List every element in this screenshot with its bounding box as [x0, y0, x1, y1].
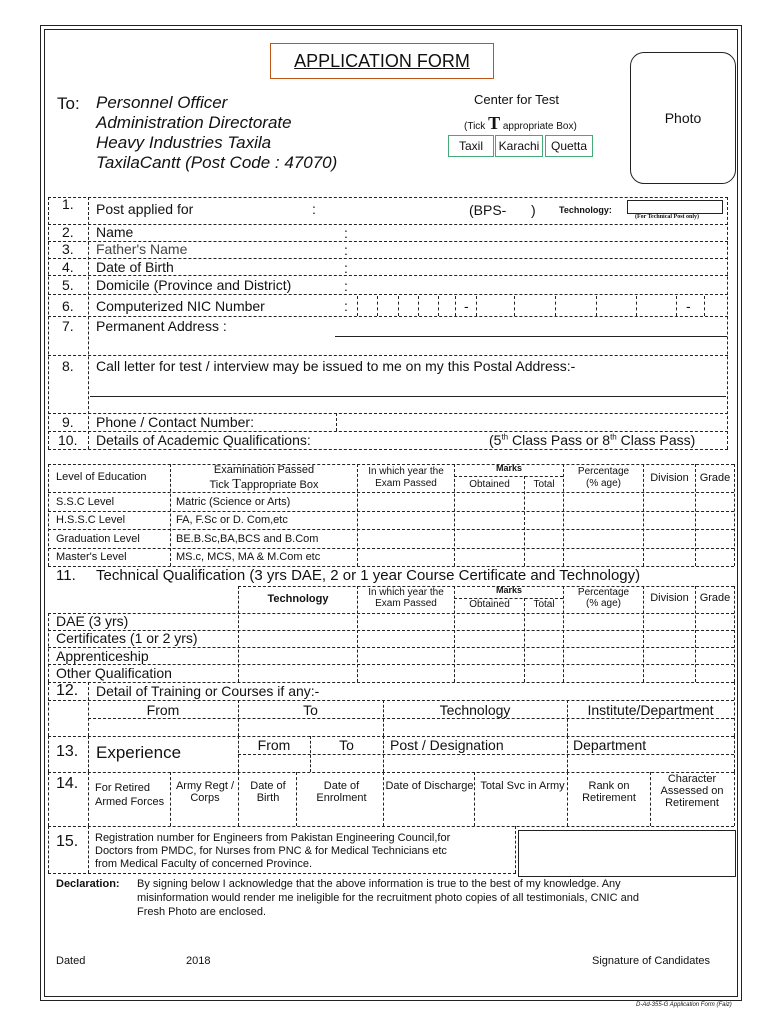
header-year2: Exam Passed — [375, 478, 437, 489]
retired-col-enrolment: Date of Enrolment — [316, 780, 367, 804]
colon: : — [312, 201, 316, 217]
city-box-karachi[interactable]: Karachi — [495, 135, 543, 157]
table-rule — [48, 736, 49, 772]
table-row-exam: Matric (Science or Arts) — [176, 496, 291, 508]
table-rule — [48, 316, 728, 317]
table-rule — [734, 464, 735, 566]
table-rule — [48, 548, 734, 549]
table-rule — [555, 296, 556, 316]
table-rule — [650, 772, 651, 826]
training-col-institute: Institute/Department — [587, 702, 714, 718]
cnic-dash: - — [686, 298, 691, 314]
header-total: Total — [533, 599, 555, 610]
signature-label: Signature of Candidates — [592, 955, 711, 967]
form-title: APPLICATION FORM — [270, 43, 494, 79]
retired-col-rank: Rank on Retirement — [582, 780, 636, 804]
technology-note: (For Technical Post only) — [635, 214, 700, 220]
table-rule — [238, 772, 239, 826]
table-rule — [515, 826, 516, 873]
table-row-level: S.S.C Level — [56, 496, 115, 508]
permanent-address-label: Permanent Address : — [96, 318, 227, 334]
address-line: Heavy Industries Taxila — [96, 133, 272, 152]
header-percentage2: (% age) — [585, 598, 621, 609]
retired-col-discharge: Date of Discharge — [385, 780, 474, 792]
table-rule — [48, 224, 728, 225]
table-rule — [567, 772, 568, 826]
table-rule — [357, 296, 358, 316]
technology-input[interactable] — [627, 200, 723, 214]
table-rule — [734, 682, 735, 736]
table-rule — [48, 772, 49, 826]
table-row-exam: BE.B.Sc,BA,BCS and B.Com — [176, 533, 319, 545]
header-obtained: Obtained — [469, 479, 510, 490]
retired-col-dob: Date of Birth — [250, 780, 286, 804]
colon: : — [344, 225, 348, 241]
table-rule — [48, 613, 49, 682]
section-num: 11. — [56, 567, 76, 584]
table-rule — [88, 772, 89, 826]
table-rule — [48, 511, 734, 512]
table-rule — [704, 296, 705, 316]
field-num: 1. — [62, 196, 74, 212]
retired-col-regt: Army Regt / Corps — [175, 780, 235, 804]
table-rule — [48, 197, 728, 198]
table-row-exam: FA, F.Sc or D. Com,etc — [176, 514, 288, 526]
training-col-to: To — [303, 702, 318, 718]
section-num: 14. — [56, 775, 79, 792]
field-num: 8. — [62, 358, 74, 374]
table-rule — [676, 296, 677, 316]
table-rule — [336, 413, 337, 431]
header-year: In which year the — [368, 466, 444, 477]
academic-label: Details of Academic Qualifications: — [96, 432, 311, 448]
table-rule — [48, 355, 728, 356]
table-rule — [48, 613, 734, 614]
table-rule — [48, 826, 49, 873]
section-num: 15. — [56, 833, 79, 850]
header-marks: Marks — [495, 585, 522, 595]
header-division: Division — [650, 592, 689, 604]
header-percentage: Percentage — [577, 587, 630, 598]
cnic-dash: - — [464, 298, 469, 314]
table-rule — [636, 296, 637, 316]
table-rule — [296, 772, 297, 826]
domicile-label: Domicile (Province and District) — [96, 277, 292, 293]
table-rule — [48, 464, 734, 465]
retired-col-label: For Retired Armed Forces — [95, 782, 165, 808]
table-row-technical: DAE (3 yrs) — [56, 613, 129, 629]
technical-title: Technical Qualification (3 yrs DAE, 2 or 1 year Course Certificate and Technology) — [96, 567, 641, 584]
field-num: 4. — [62, 259, 74, 275]
table-rule — [170, 772, 171, 826]
table-row-level: Master's Level — [56, 551, 127, 563]
academic-note: (5th Class Pass or 8th Class Pass) — [489, 432, 696, 448]
post-applied-label: Post applied for — [96, 201, 194, 217]
name-label: Name — [96, 224, 134, 240]
address-line: Personnel Officer — [96, 93, 228, 112]
section-num: 13. — [56, 743, 79, 760]
table-rule — [88, 718, 734, 719]
table-rule — [48, 464, 49, 566]
field-num: 2. — [62, 224, 74, 240]
training-title: Detail of Training or Courses if any:- — [96, 683, 320, 699]
field-num: 10. — [58, 432, 78, 448]
registration-text: Registration number for Engineers from Pakistan Engineering Council,for — [95, 832, 451, 844]
registration-text: from Medical Faculty of concerned Province. — [95, 858, 313, 870]
table-rule — [567, 736, 568, 772]
header-exam-tick: Tick Tappropriate Box — [209, 477, 319, 492]
table-rule — [596, 296, 597, 316]
table-rule — [454, 476, 563, 477]
colon: : — [344, 260, 348, 276]
address-line: TaxilaCantt (Post Code : 47070) — [96, 153, 338, 172]
table-rule — [90, 396, 726, 397]
table-rule — [398, 296, 399, 316]
table-rule — [727, 197, 728, 449]
table-rule — [48, 826, 734, 827]
declaration-text: misinformation would render me ineligible for the recruitment photo copies of all testimonials, CNIC and — [137, 892, 639, 904]
table-rule — [335, 336, 727, 337]
center-instruction: (Tick T appropriate Box) — [464, 113, 577, 133]
city-box-taxila[interactable]: Taxil — [448, 135, 494, 157]
bps-close: ) — [531, 202, 536, 218]
header-exam: Examination Passed — [213, 464, 315, 476]
table-rule — [418, 296, 419, 316]
retired-col-service: Total Svc in Army — [480, 780, 565, 792]
table-row-level: H.S.S.C Level — [56, 514, 126, 526]
table-rule — [514, 296, 515, 316]
table-rule — [474, 772, 475, 826]
table-row-technical: Certificates (1 or 2 yrs) — [56, 630, 198, 646]
table-rule — [48, 772, 734, 773]
field-num: 3. — [62, 241, 74, 257]
table-rule — [170, 464, 171, 566]
table-rule — [88, 826, 89, 873]
field-num: 9. — [62, 414, 74, 430]
header-division: Division — [650, 472, 689, 484]
city-box-quetta[interactable]: Quetta — [545, 135, 593, 157]
header-technology: Technology — [267, 593, 329, 605]
header-total: Total — [533, 479, 555, 490]
table-rule — [383, 772, 384, 826]
declaration-text: By signing below I acknowledge that the above information is true to the best of my knowledge. Any — [137, 878, 621, 890]
registration-text: Doctors from PMDC, for Nurses from PNC & for Medical Technicians etc — [95, 845, 447, 857]
table-rule — [48, 492, 734, 493]
table-rule — [734, 736, 735, 772]
cnic-label: Computerized NIC Number — [96, 298, 265, 314]
table-rule — [48, 449, 728, 450]
table-rule — [48, 682, 49, 736]
bps-label: (BPS- — [469, 202, 507, 218]
table-row-level: Graduation Level — [56, 533, 140, 545]
dated-year: 2018 — [186, 955, 211, 967]
retired-col-character: Character Assessed on Retirement — [660, 773, 724, 809]
table-rule — [734, 772, 735, 826]
header-obtained: Obtained — [469, 599, 510, 610]
header-level: Level of Education — [56, 471, 147, 483]
training-col-technology: Technology — [439, 702, 511, 718]
address-line: Administration Directorate — [96, 113, 292, 132]
colon: : — [344, 242, 348, 258]
table-rule — [438, 296, 439, 316]
table-rule — [48, 197, 49, 449]
table-rule — [48, 647, 734, 648]
header-grade: Grade — [699, 472, 731, 484]
experience-col-to: To — [339, 737, 354, 753]
table-rule — [48, 275, 728, 276]
table-rule — [455, 296, 456, 316]
center-title: Center for Test — [474, 92, 560, 107]
experience-col-from: From — [257, 737, 291, 753]
experience-title: Experience — [96, 743, 182, 762]
table-rule — [238, 586, 239, 682]
phone-label: Phone / Contact Number: — [96, 414, 254, 430]
registration-number-box[interactable] — [518, 830, 736, 877]
table-rule — [476, 296, 477, 316]
section-num: 12. — [56, 682, 79, 699]
table-rule — [377, 296, 378, 316]
field-num: 6. — [62, 298, 74, 314]
table-rule — [48, 294, 728, 295]
table-row-technical: Apprenticeship — [56, 648, 149, 664]
table-rule — [48, 873, 516, 874]
training-col-from: From — [146, 702, 180, 718]
father-name-label: Father's Name — [96, 241, 188, 257]
field-num: 7. — [62, 318, 74, 334]
postal-address-label: Call letter for test / interview may be issued to me on my this Postal Address:- — [96, 358, 576, 374]
declaration-label: Declaration: — [56, 878, 120, 890]
header-year: In which year the — [368, 587, 444, 598]
header-marks: Marks — [495, 463, 522, 473]
dob-label: Date of Birth — [96, 259, 174, 275]
table-rule — [48, 529, 734, 530]
table-rule — [88, 736, 89, 772]
table-rule — [238, 754, 734, 755]
colon: : — [344, 278, 348, 294]
table-rule — [88, 197, 89, 449]
dated-label: Dated — [56, 955, 86, 967]
colon: : — [344, 298, 348, 314]
experience-col-post: Post / Designation — [390, 737, 504, 753]
header-percentage2: (% age) — [585, 478, 621, 489]
table-row-technical: Other Qualification — [56, 665, 172, 681]
technology-label: Technology: — [559, 205, 612, 215]
experience-col-department: Department — [573, 737, 647, 753]
photo-box[interactable]: Photo — [630, 52, 736, 184]
form-code: D-Ad-355-G Application Form (Faiz) — [636, 1002, 732, 1008]
table-row-exam: MS.c, MCS, MA & M.Com etc — [176, 551, 321, 563]
table-rule — [383, 736, 384, 772]
header-grade: Grade — [699, 592, 731, 604]
table-rule — [524, 598, 525, 682]
field-num: 5. — [62, 277, 74, 293]
declaration-text: Fresh Photo are enclosed. — [137, 906, 267, 918]
table-rule — [48, 700, 734, 701]
header-year2: Exam Passed — [375, 598, 437, 609]
header-percentage: Percentage — [577, 466, 630, 477]
to-label: To: — [57, 94, 80, 113]
table-rule — [734, 586, 735, 682]
